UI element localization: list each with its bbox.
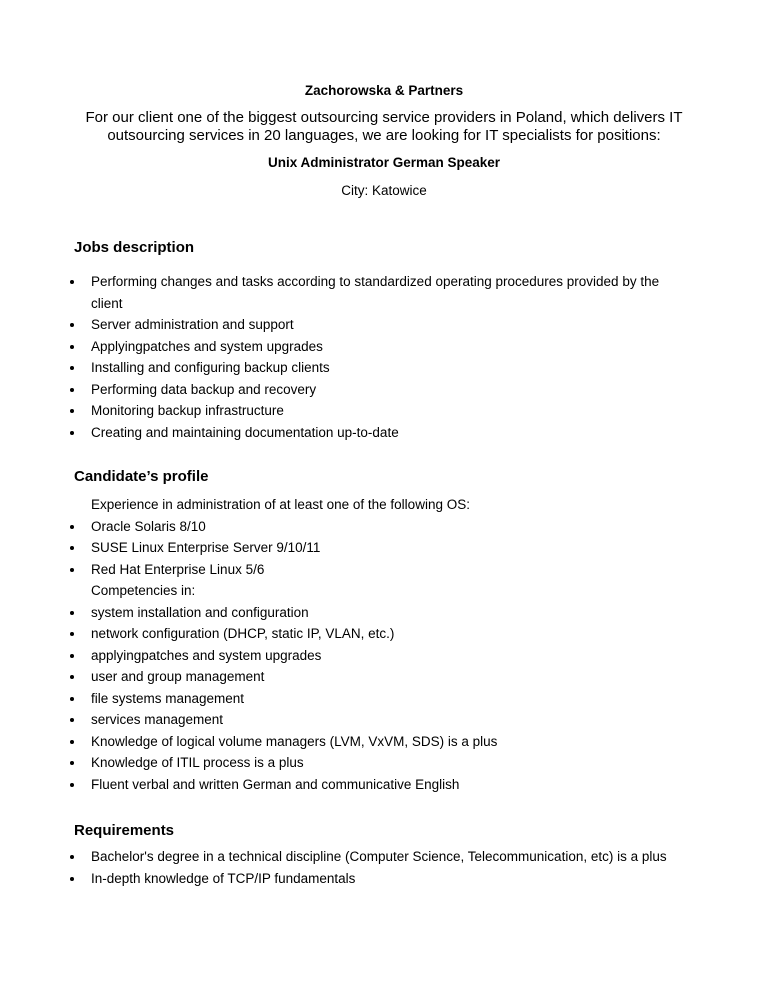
list-item: Fluent verbal and written German and communicative English	[0, 774, 681, 796]
list-item: Performing changes and tasks according to standardized operating procedures provided by the client	[0, 271, 681, 314]
os-intro: Experience in administration of at least one of the following OS:	[91, 497, 470, 512]
requirements-heading: Requirements	[74, 822, 175, 839]
list-item: SUSE Linux Enterprise Server 9/10/11	[0, 537, 681, 559]
city-line: City: Katowice	[341, 183, 427, 198]
list-item: network configuration (DHCP, static IP, VLAN, etc.)	[0, 623, 681, 645]
list-item: Red Hat Enterprise Linux 5/6	[0, 559, 681, 581]
profile-list	[0, 494, 768, 795]
list-item: Applyingpatches and system upgrades	[0, 336, 681, 358]
intro-text: For our client one of the biggest outsourcing service providers in Poland, which delivers IT outsourcing services in 20 languages, we are looking for IT specialists for positions:	[85, 109, 683, 144]
jobs-heading: Jobs description	[74, 239, 195, 256]
jobs-list	[0, 271, 768, 443]
list-item: user and group management	[0, 666, 681, 688]
list-item: services management	[0, 709, 681, 731]
position-title: Unix Administrator German Speaker	[267, 155, 501, 170]
list-item: applyingpatches and system upgrades	[0, 645, 681, 667]
competencies-intro: Competencies in:	[91, 583, 196, 598]
list-item: Oracle Solaris 8/10	[0, 516, 681, 538]
list-item: file systems management	[0, 688, 681, 710]
list-item: Knowledge of ITIL process is a plus	[0, 752, 681, 774]
list-item: Server administration and support	[0, 314, 681, 336]
company-name: Zachorowska & Partners	[304, 83, 464, 98]
requirements-list	[0, 846, 768, 889]
list-item: Creating and maintaining documentation up-to-date	[0, 422, 681, 444]
list-item: In-depth knowledge of TCP/IP fundamentals	[0, 868, 681, 890]
profile-heading: Candidate’s profile	[74, 468, 209, 485]
list-item: Monitoring backup infrastructure	[0, 400, 681, 422]
list-item: Performing data backup and recovery	[0, 379, 681, 401]
list-item: Installing and configuring backup clients	[0, 357, 681, 379]
list-item: Bachelor's degree in a technical discipline (Computer Science, Telecommunication, etc) is a plus	[0, 846, 681, 868]
list-item: system installation and configuration	[0, 602, 681, 624]
intro-paragraph	[0, 109, 768, 145]
list-item: Knowledge of logical volume managers (LVM, VxVM, SDS) is a plus	[0, 731, 681, 753]
